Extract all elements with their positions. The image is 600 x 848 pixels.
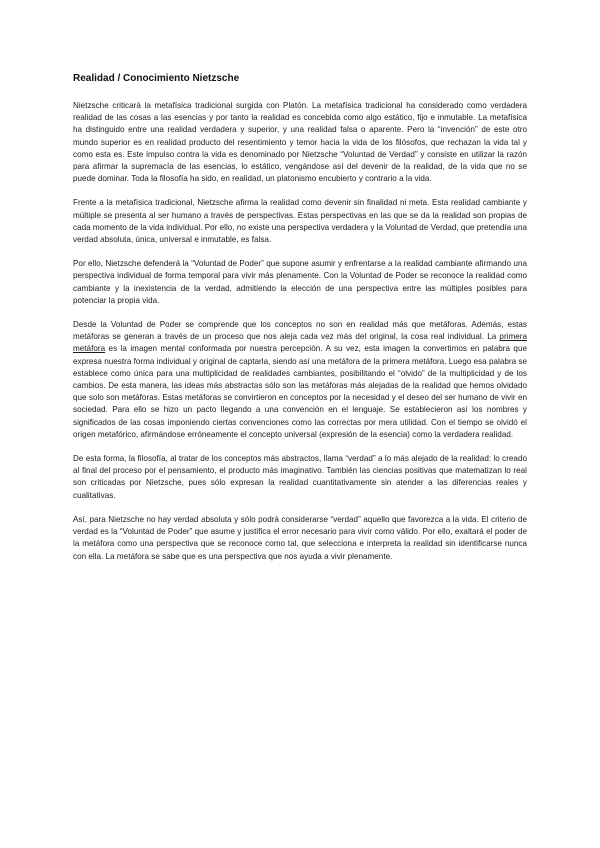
paragraph-2: Frente a la metafísica tradicional, Nietzsche afirma la realidad como devenir sin finalidad ni meta. Esta realidad cambiante y múltiple se presenta al ser humano a través de perspectivas. Estas perspectivas en las que se da la realidad son propias de cada momento de la vida individual. Por ello, no existe una perspectiva verdadera y la Voluntad de Verdad, que pretendía una verdad absoluta, única, universal e inmutable, es falsa. bbox=[73, 198, 527, 245]
paragraph-5: De esta forma, la filosofía, al tratar de los conceptos más abstractos, llama “verdad” a lo más alejado de la realidad: lo creado al final del proceso por el pensamiento, el producto más imaginativo. También las ciencias positivas que matematizan lo real son criticadas por Nietzsche, pues sólo expresan la realidad cuantitativamente sin atender a las diferencias reales y cualitativas. bbox=[73, 454, 527, 500]
document-body bbox=[73, 72, 527, 575]
paragraph-4-text-before: Desde la Voluntad de Poder se comprende que los conceptos no son en realidad más que metáforas. Además, estas metáforas se generan a través de un proceso que nos aleja cada vez más del original, la cosa real individual. La bbox=[73, 320, 527, 342]
paragraph-1: Nietzsche criticará la metafísica tradicional surgida con Platón. La metafísica tradicional ha considerado como verdadera realidad de las cosas a las esencias y por tanto la realidad es concebida como algo estático, fijo e inmutable. La metafísica ha distinguido entre una realidad verdadera y superior, y una realidad falsa o aparente. Pero la “invención” de este otro mundo superior es en realidad producto del resentimiento y temor hacia la vida de los filósofos, que rechazan la vida tal y como esta es. Este impulso contra la vida es denominado por Nietzsche “Voluntad de Verdad” y consiste en utilizar la razón para afirmar la supremacía de las esencias, lo estático, vengándose así del devenir de la realidad, de la vida que no se puede dominar. Toda la filosofía ha sido, en realidad, un platonismo encubierto y contrario a la vida. bbox=[73, 101, 527, 184]
paragraph-4 bbox=[73, 319, 527, 441]
primera-metafora-underlined: primera metáfora bbox=[73, 332, 527, 354]
paragraph-4-text-after: es la imagen mental conformada por nuestra percepción. A su vez, esta imagen la convertimos en palabra que expresa nuestra forma individual y original de captarla, siendo así una metáfora de la primera metáfora. Luego esa palabra se establece como única para una multiplicidad de realidades cambiantes, posibilitando el “olvido” de la multiplicidad y de los cambios. De esta manera, las ideas más abstractas sólo son las metáforas más alejadas de la realidad que hemos olvidado que solo son metáforas. Estas metáforas se convirtieron en conceptos por la necesidad y el deseo del ser humano de vivir en sociedad. Para ello se hizo un pacto llegando a una convención en el lenguaje. Se establecieron así los nombres y significados de las cosas imponiendo ciertas convenciones como las correctas por mera utilidad. Con el tiempo se olvidó el origen metafórico, afirmándose erróneamente el concepto universal (expresión de la esencia) como la verdadera realidad. bbox=[73, 344, 527, 439]
paragraph-6: Así, para Nietzsche no hay verdad absoluta y sólo podrá considerarse “verdad” aquello que favorezca a la vida. El criterio de verdad es la “Voluntad de Poder” que asume y justifica el error necesario para vivir como válido. Por ello, exaltará el poder de la metáfora como una perspectiva que se reconoce como tal, que selecciona e interpreta la realidad sin identificarse nunca con ella. La metáfora se sabe que es una perspectiva que nos ayuda a vivir plenamente. bbox=[73, 514, 527, 561]
document-title: Realidad / Conocimiento Nietzsche bbox=[73, 73, 240, 84]
paragraph-3: Por ello, Nietzsche defenderá la “Voluntad de Poder” que supone asumir y enfrentarse a la realidad cambiante afirmando una perspectiva individual de forma temporal para vivir más plenamente. Con la Voluntad de Poder se reconoce la realidad como cambiante y la inexistencia de la verdad, admitiendo la elección de una perspectiva entre las múltiples posibles para potenciar la propia vida. bbox=[73, 259, 527, 305]
